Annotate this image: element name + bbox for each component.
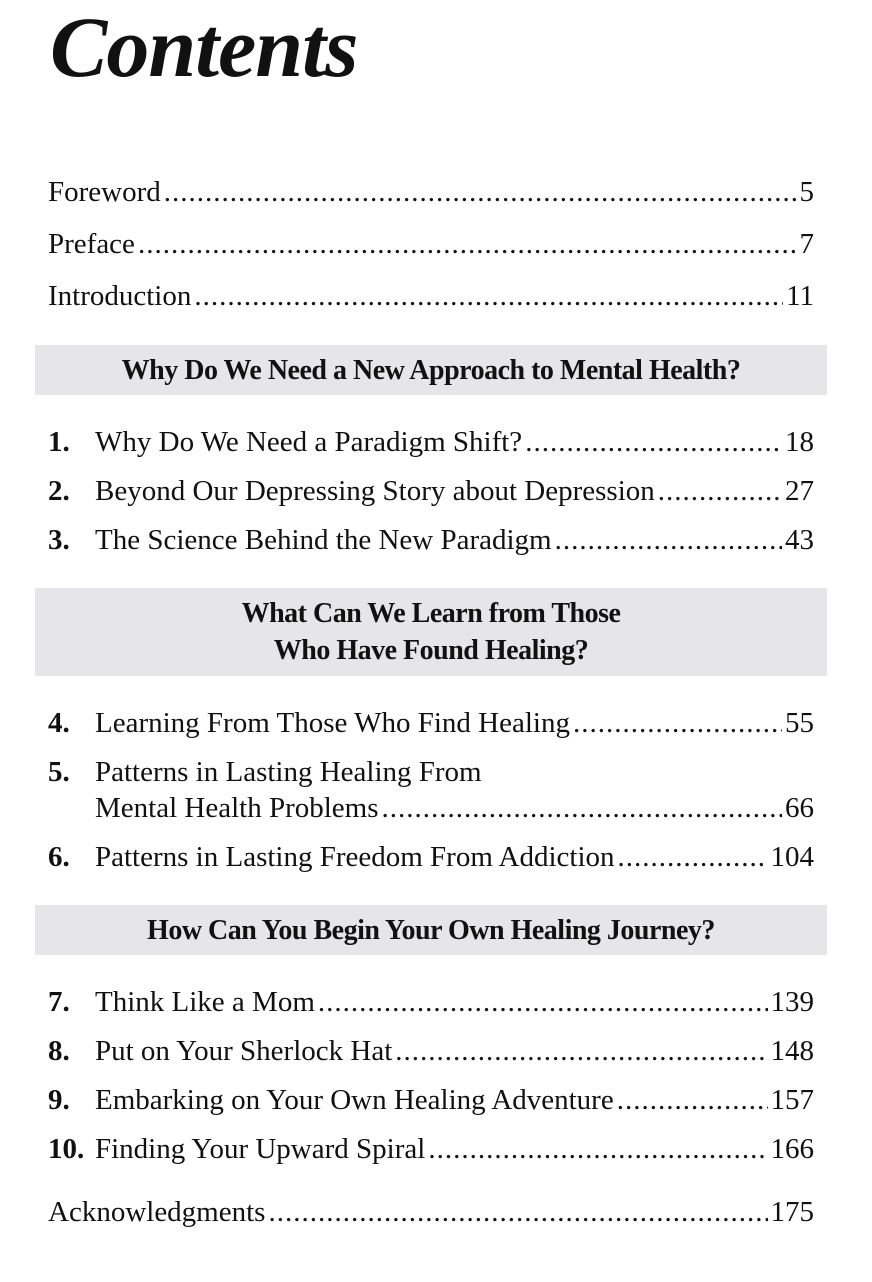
toc-page-number: 55	[785, 707, 814, 739]
chapter-title: Beyond Our Depressing Story about Depression	[95, 475, 655, 507]
toc-page-number: 66	[785, 792, 814, 824]
chapter-title: Finding Your Upward Spiral	[95, 1133, 426, 1165]
chapter-number: 6.	[48, 841, 70, 873]
chapter-title: The Science Behind the New Paradigm	[95, 524, 552, 556]
section-heading-line: Who Have Found Healing?	[273, 635, 589, 666]
toc-chapter-8[interactable]	[48, 1033, 814, 1069]
toc-chapter-6[interactable]	[48, 839, 814, 875]
toc-page-number: 139	[770, 986, 814, 1018]
dot-leader	[618, 839, 768, 875]
toc-chapter-3[interactable]	[48, 522, 814, 558]
toc-chapter-1[interactable]	[48, 424, 814, 460]
toc-chapter-10[interactable]	[48, 1131, 814, 1167]
dot-leader	[138, 226, 797, 262]
toc-page-number: 18	[785, 426, 814, 458]
page-title: Contents	[50, 0, 358, 95]
toc-entry-label: Preface	[48, 228, 135, 260]
chapter-number: 7.	[48, 986, 70, 1018]
chapter-title: Why Do We Need a Paradigm Shift?	[95, 426, 523, 458]
dot-leader	[525, 424, 782, 460]
chapter-number: 1.	[48, 426, 70, 458]
chapter-number: 10.	[48, 1133, 85, 1165]
toc-entry-label: Introduction	[48, 280, 192, 312]
toc-page-number: 148	[770, 1035, 814, 1067]
chapter-number: 5.	[48, 756, 70, 788]
toc-page-number: 11	[786, 280, 814, 312]
chapter-title: Put on Your Sherlock Hat	[95, 1035, 393, 1067]
toc-chapter-4[interactable]	[48, 705, 814, 741]
chapter-number: 9.	[48, 1084, 70, 1116]
dot-leader	[194, 278, 783, 314]
chapter-title: Learning From Those Who Find Healing	[95, 707, 570, 739]
dot-leader	[395, 1033, 767, 1069]
chapter-title-line-1: Patterns in Lasting Healing From	[95, 756, 482, 788]
toc-page-number: 7	[799, 228, 814, 260]
toc-page-number: 27	[785, 475, 814, 507]
dot-leader	[573, 705, 782, 741]
dot-leader	[268, 1194, 767, 1230]
chapter-title: Embarking on Your Own Healing Adventure	[95, 1084, 614, 1116]
toc-chapter-5[interactable]	[48, 754, 814, 826]
chapter-title: Think Like a Mom	[95, 986, 315, 1018]
chapter-title-line-2: Mental Health Problems	[95, 792, 379, 824]
section-heading-line: How Can You Begin Your Own Healing Journey?	[147, 914, 715, 946]
toc-entry-preface[interactable]	[48, 226, 814, 262]
toc-page-number: 175	[770, 1196, 814, 1228]
toc-entry-introduction[interactable]	[48, 278, 814, 314]
section-heading-2	[35, 588, 827, 676]
chapter-number: 3.	[48, 524, 70, 556]
section-heading-3	[35, 905, 827, 955]
chapter-number: 2.	[48, 475, 70, 507]
toc-entry-label: Foreword	[48, 176, 161, 208]
toc-chapter-9[interactable]	[48, 1082, 814, 1118]
dot-leader	[164, 174, 797, 210]
dot-leader	[318, 984, 768, 1020]
chapter-number: 4.	[48, 707, 70, 739]
toc-chapter-7[interactable]	[48, 984, 814, 1020]
chapter-title: Patterns in Lasting Freedom From Addiction	[95, 841, 615, 873]
toc-page-number: 104	[770, 841, 814, 873]
toc-entry-label: Acknowledgments	[48, 1196, 266, 1228]
dot-leader	[382, 790, 782, 826]
dot-leader	[555, 522, 782, 558]
toc-page-number: 5	[799, 176, 814, 208]
toc-page-number: 157	[770, 1084, 814, 1116]
dot-leader	[617, 1082, 768, 1118]
toc-page-number: 43	[785, 524, 814, 556]
toc-entry-acknowledgments[interactable]	[48, 1194, 814, 1230]
section-heading-line: Why Do We Need a New Approach to Mental Health?	[121, 354, 741, 386]
toc-chapter-2[interactable]	[48, 473, 814, 509]
section-heading-1	[35, 345, 827, 395]
toc-entry-foreword[interactable]	[48, 174, 814, 210]
dot-leader	[658, 473, 782, 509]
section-heading-line: What Can We Learn from Those	[241, 598, 621, 629]
dot-leader	[428, 1131, 767, 1167]
toc-page-number: 166	[770, 1133, 814, 1165]
chapter-number: 8.	[48, 1035, 70, 1067]
